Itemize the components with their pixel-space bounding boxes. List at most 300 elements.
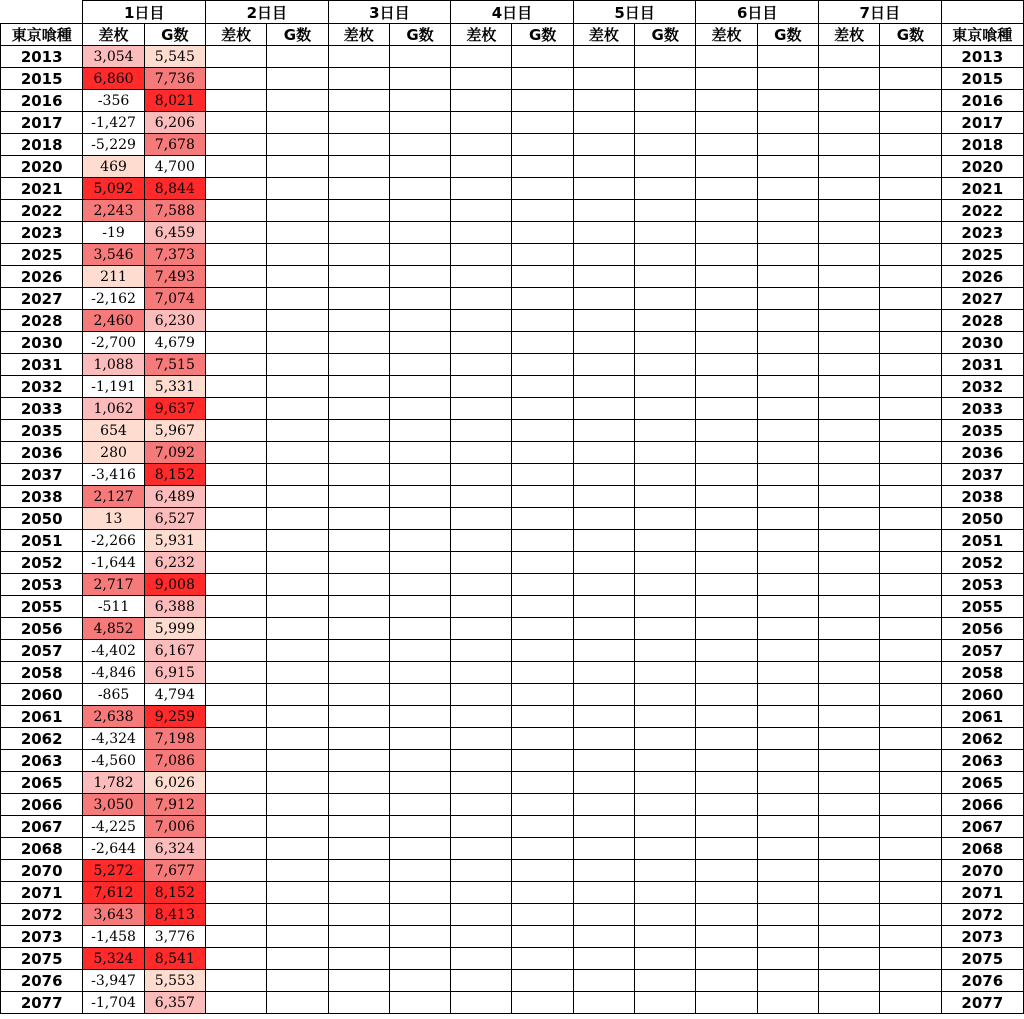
diff-value: 5,324 — [83, 948, 144, 970]
row-label-header: 東京喰種 — [1, 24, 83, 46]
machine-number-right: 2060 — [941, 684, 1023, 706]
empty-cell — [635, 882, 696, 904]
empty-cell — [696, 926, 757, 948]
empty-cell — [389, 464, 450, 486]
empty-cell — [267, 178, 328, 200]
empty-cell — [389, 46, 450, 68]
empty-cell — [573, 288, 634, 310]
games-value: 7,092 — [144, 442, 205, 464]
empty-cell — [328, 486, 389, 508]
empty-cell — [880, 882, 941, 904]
empty-cell — [389, 354, 450, 376]
empty-cell — [328, 310, 389, 332]
games-value: 6,357 — [144, 992, 205, 1014]
empty-cell — [512, 288, 573, 310]
machine-number-right: 2015 — [941, 68, 1023, 90]
empty-cell — [635, 156, 696, 178]
empty-cell — [635, 904, 696, 926]
empty-cell — [451, 662, 512, 684]
empty-cell — [757, 970, 818, 992]
machine-number-right: 2055 — [941, 596, 1023, 618]
empty-cell — [512, 530, 573, 552]
empty-cell — [573, 200, 634, 222]
empty-cell — [328, 948, 389, 970]
table-row — [1, 662, 1024, 684]
empty-cell — [389, 992, 450, 1014]
empty-cell — [757, 376, 818, 398]
diff-value: 211 — [83, 266, 144, 288]
empty-cell — [205, 750, 266, 772]
empty-cell — [635, 640, 696, 662]
games-value: 7,373 — [144, 244, 205, 266]
empty-cell — [696, 178, 757, 200]
empty-cell — [328, 46, 389, 68]
empty-cell — [512, 266, 573, 288]
empty-cell — [205, 838, 266, 860]
diff-value: 1,782 — [83, 772, 144, 794]
empty-cell — [573, 68, 634, 90]
empty-cell — [389, 530, 450, 552]
games-value: 7,198 — [144, 728, 205, 750]
games-value: 7,588 — [144, 200, 205, 222]
empty-cell — [267, 68, 328, 90]
empty-cell — [696, 156, 757, 178]
machine-number-right: 2067 — [941, 816, 1023, 838]
empty-cell — [267, 706, 328, 728]
empty-cell — [880, 178, 941, 200]
table-row — [1, 508, 1024, 530]
machine-number: 2065 — [1, 772, 83, 794]
games-value: 5,999 — [144, 618, 205, 640]
empty-cell — [635, 442, 696, 464]
empty-cell — [635, 574, 696, 596]
day-header: 5日目 — [573, 1, 696, 24]
empty-cell — [757, 156, 818, 178]
empty-cell — [512, 200, 573, 222]
empty-cell — [880, 354, 941, 376]
table-row — [1, 904, 1024, 926]
empty-cell — [573, 464, 634, 486]
empty-cell — [818, 156, 879, 178]
empty-cell — [573, 574, 634, 596]
diff-value: -5,229 — [83, 134, 144, 156]
empty-cell — [205, 398, 266, 420]
empty-cell — [267, 552, 328, 574]
empty-cell — [205, 464, 266, 486]
empty-cell — [512, 112, 573, 134]
empty-cell — [205, 508, 266, 530]
table-row — [1, 596, 1024, 618]
empty-cell — [205, 948, 266, 970]
empty-cell — [573, 794, 634, 816]
machine-number-right: 2075 — [941, 948, 1023, 970]
games-value: 7,006 — [144, 816, 205, 838]
empty-cell — [512, 684, 573, 706]
empty-cell — [512, 706, 573, 728]
machine-number-right: 2068 — [941, 838, 1023, 860]
empty-cell — [880, 332, 941, 354]
empty-cell — [267, 486, 328, 508]
machine-number: 2023 — [1, 222, 83, 244]
empty-cell — [635, 618, 696, 640]
table-row — [1, 618, 1024, 640]
empty-cell — [818, 266, 879, 288]
empty-cell — [205, 772, 266, 794]
machine-number: 2016 — [1, 90, 83, 112]
games-value: 6,230 — [144, 310, 205, 332]
empty-cell — [880, 794, 941, 816]
machine-number: 2067 — [1, 816, 83, 838]
empty-cell — [512, 332, 573, 354]
empty-cell — [512, 156, 573, 178]
empty-cell — [635, 420, 696, 442]
empty-cell — [818, 574, 879, 596]
empty-cell — [635, 178, 696, 200]
empty-cell — [389, 156, 450, 178]
empty-cell — [880, 574, 941, 596]
diff-header: 差枚 — [818, 24, 879, 46]
empty-cell — [757, 222, 818, 244]
empty-cell — [205, 486, 266, 508]
empty-cell — [573, 904, 634, 926]
empty-cell — [389, 816, 450, 838]
empty-cell — [205, 728, 266, 750]
empty-cell — [573, 816, 634, 838]
empty-cell — [757, 46, 818, 68]
table-row — [1, 706, 1024, 728]
diff-value: 2,127 — [83, 486, 144, 508]
empty-cell — [205, 794, 266, 816]
machine-number: 2068 — [1, 838, 83, 860]
diff-value: 2,243 — [83, 200, 144, 222]
empty-cell — [696, 288, 757, 310]
empty-cell — [267, 992, 328, 1014]
empty-cell — [328, 222, 389, 244]
empty-cell — [880, 596, 941, 618]
empty-cell — [328, 552, 389, 574]
empty-cell — [389, 750, 450, 772]
empty-cell — [389, 486, 450, 508]
empty-cell — [880, 816, 941, 838]
empty-cell — [818, 794, 879, 816]
machine-number-right: 2077 — [941, 992, 1023, 1014]
empty-cell — [757, 816, 818, 838]
empty-cell — [512, 794, 573, 816]
games-value: 4,679 — [144, 332, 205, 354]
empty-cell — [267, 376, 328, 398]
empty-cell — [757, 134, 818, 156]
empty-cell — [573, 442, 634, 464]
table-row — [1, 750, 1024, 772]
empty-cell — [512, 970, 573, 992]
day-header: 1日目 — [83, 1, 206, 24]
empty-cell — [635, 222, 696, 244]
games-value: 6,026 — [144, 772, 205, 794]
empty-cell — [328, 838, 389, 860]
table-row — [1, 794, 1024, 816]
day-header-row — [1, 1, 1024, 24]
machine-number-right: 2057 — [941, 640, 1023, 662]
games-value: 8,413 — [144, 904, 205, 926]
empty-cell — [512, 68, 573, 90]
empty-cell — [451, 794, 512, 816]
empty-cell — [205, 46, 266, 68]
diff-value: -1,191 — [83, 376, 144, 398]
empty-cell — [696, 376, 757, 398]
diff-value: -4,560 — [83, 750, 144, 772]
empty-cell — [451, 46, 512, 68]
empty-cell — [512, 46, 573, 68]
machine-number: 2038 — [1, 486, 83, 508]
empty-cell — [635, 464, 696, 486]
empty-cell — [696, 596, 757, 618]
machine-number: 2077 — [1, 992, 83, 1014]
table-row — [1, 948, 1024, 970]
corner-blank-left — [1, 1, 83, 24]
empty-cell — [267, 794, 328, 816]
empty-cell — [757, 354, 818, 376]
empty-cell — [389, 508, 450, 530]
machine-number: 2058 — [1, 662, 83, 684]
empty-cell — [757, 530, 818, 552]
empty-cell — [451, 750, 512, 772]
empty-cell — [757, 706, 818, 728]
machine-number-right: 2053 — [941, 574, 1023, 596]
empty-cell — [818, 992, 879, 1014]
empty-cell — [818, 904, 879, 926]
games-value: 7,074 — [144, 288, 205, 310]
table-row — [1, 552, 1024, 574]
empty-cell — [696, 112, 757, 134]
empty-cell — [818, 244, 879, 266]
empty-cell — [328, 926, 389, 948]
empty-cell — [635, 706, 696, 728]
empty-cell — [880, 90, 941, 112]
empty-cell — [328, 904, 389, 926]
empty-cell — [757, 398, 818, 420]
empty-cell — [635, 244, 696, 266]
empty-cell — [757, 310, 818, 332]
empty-cell — [573, 90, 634, 112]
table-row — [1, 420, 1024, 442]
empty-cell — [696, 134, 757, 156]
empty-cell — [635, 552, 696, 574]
empty-cell — [818, 596, 879, 618]
empty-cell — [818, 68, 879, 90]
empty-cell — [328, 684, 389, 706]
empty-cell — [451, 508, 512, 530]
empty-cell — [635, 838, 696, 860]
empty-cell — [573, 948, 634, 970]
empty-cell — [205, 442, 266, 464]
games-header: G数 — [757, 24, 818, 46]
empty-cell — [328, 508, 389, 530]
diff-value: -356 — [83, 90, 144, 112]
empty-cell — [512, 552, 573, 574]
empty-cell — [512, 926, 573, 948]
empty-cell — [512, 772, 573, 794]
diff-header: 差枚 — [451, 24, 512, 46]
diff-value: -4,324 — [83, 728, 144, 750]
empty-cell — [451, 706, 512, 728]
empty-cell — [880, 156, 941, 178]
empty-cell — [205, 200, 266, 222]
empty-cell — [757, 838, 818, 860]
empty-cell — [757, 442, 818, 464]
empty-cell — [328, 640, 389, 662]
machine-number-right: 2073 — [941, 926, 1023, 948]
empty-cell — [267, 970, 328, 992]
table-row — [1, 112, 1024, 134]
machine-number: 2073 — [1, 926, 83, 948]
day-header: 6日目 — [696, 1, 819, 24]
empty-cell — [696, 882, 757, 904]
empty-cell — [635, 816, 696, 838]
day-header: 4日目 — [451, 1, 574, 24]
empty-cell — [512, 222, 573, 244]
empty-cell — [818, 772, 879, 794]
empty-cell — [267, 266, 328, 288]
empty-cell — [880, 112, 941, 134]
empty-cell — [573, 486, 634, 508]
empty-cell — [512, 310, 573, 332]
empty-cell — [757, 332, 818, 354]
empty-cell — [757, 926, 818, 948]
empty-cell — [267, 354, 328, 376]
empty-cell — [328, 860, 389, 882]
empty-cell — [696, 68, 757, 90]
empty-cell — [389, 882, 450, 904]
empty-cell — [328, 750, 389, 772]
empty-cell — [389, 266, 450, 288]
machine-number-right: 2018 — [941, 134, 1023, 156]
empty-cell — [205, 640, 266, 662]
empty-cell — [389, 684, 450, 706]
empty-cell — [205, 332, 266, 354]
empty-cell — [205, 860, 266, 882]
machine-number-right: 2017 — [941, 112, 1023, 134]
empty-cell — [451, 156, 512, 178]
empty-cell — [205, 288, 266, 310]
empty-cell — [696, 530, 757, 552]
games-value: 5,931 — [144, 530, 205, 552]
empty-cell — [696, 816, 757, 838]
empty-cell — [512, 178, 573, 200]
empty-cell — [880, 662, 941, 684]
empty-cell — [328, 244, 389, 266]
machine-number-right: 2030 — [941, 332, 1023, 354]
empty-cell — [328, 376, 389, 398]
empty-cell — [573, 244, 634, 266]
empty-cell — [267, 684, 328, 706]
empty-cell — [389, 640, 450, 662]
empty-cell — [573, 970, 634, 992]
games-value: 6,527 — [144, 508, 205, 530]
empty-cell — [205, 552, 266, 574]
empty-cell — [635, 662, 696, 684]
empty-cell — [205, 662, 266, 684]
empty-cell — [573, 684, 634, 706]
empty-cell — [573, 662, 634, 684]
machine-number-right: 2013 — [941, 46, 1023, 68]
empty-cell — [328, 398, 389, 420]
empty-cell — [696, 794, 757, 816]
empty-cell — [696, 684, 757, 706]
empty-cell — [880, 618, 941, 640]
empty-cell — [389, 112, 450, 134]
empty-cell — [451, 486, 512, 508]
games-value: 7,515 — [144, 354, 205, 376]
empty-cell — [880, 948, 941, 970]
empty-cell — [205, 420, 266, 442]
empty-cell — [205, 816, 266, 838]
games-value: 6,459 — [144, 222, 205, 244]
empty-cell — [818, 618, 879, 640]
empty-cell — [205, 310, 266, 332]
empty-cell — [205, 904, 266, 926]
empty-cell — [328, 728, 389, 750]
empty-cell — [696, 46, 757, 68]
games-value: 8,541 — [144, 948, 205, 970]
empty-cell — [451, 970, 512, 992]
empty-cell — [205, 574, 266, 596]
empty-cell — [267, 112, 328, 134]
empty-cell — [205, 530, 266, 552]
empty-cell — [328, 618, 389, 640]
empty-cell — [205, 222, 266, 244]
empty-cell — [696, 354, 757, 376]
day-header: 7日目 — [818, 1, 941, 24]
empty-cell — [818, 398, 879, 420]
empty-cell — [512, 838, 573, 860]
empty-cell — [451, 244, 512, 266]
empty-cell — [880, 310, 941, 332]
table-row — [1, 222, 1024, 244]
empty-cell — [451, 860, 512, 882]
diff-value: 7,612 — [83, 882, 144, 904]
games-header: G数 — [144, 24, 205, 46]
empty-cell — [267, 860, 328, 882]
empty-cell — [573, 750, 634, 772]
diff-header: 差枚 — [696, 24, 757, 46]
empty-cell — [696, 970, 757, 992]
empty-cell — [205, 596, 266, 618]
empty-cell — [696, 948, 757, 970]
empty-cell — [451, 420, 512, 442]
empty-cell — [818, 860, 879, 882]
empty-cell — [267, 156, 328, 178]
empty-cell — [818, 222, 879, 244]
empty-cell — [512, 640, 573, 662]
table-row — [1, 530, 1024, 552]
empty-cell — [328, 574, 389, 596]
machine-number: 2052 — [1, 552, 83, 574]
table-row — [1, 156, 1024, 178]
empty-cell — [328, 420, 389, 442]
machine-number-right: 2023 — [941, 222, 1023, 244]
empty-cell — [757, 90, 818, 112]
machine-number-right: 2037 — [941, 464, 1023, 486]
empty-cell — [757, 860, 818, 882]
machine-number: 2025 — [1, 244, 83, 266]
empty-cell — [451, 684, 512, 706]
empty-cell — [512, 486, 573, 508]
machine-number: 2061 — [1, 706, 83, 728]
empty-cell — [757, 992, 818, 1014]
diff-value: 654 — [83, 420, 144, 442]
machine-number: 2070 — [1, 860, 83, 882]
empty-cell — [818, 420, 879, 442]
